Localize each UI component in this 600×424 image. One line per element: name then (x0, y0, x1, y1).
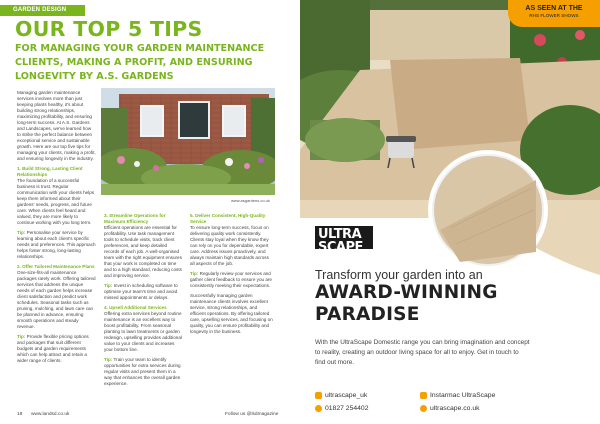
globe-icon (420, 405, 427, 412)
contact-instagram-page[interactable] (420, 392, 495, 399)
tip-label-5: Tip: (190, 271, 199, 276)
article-column-2 (104, 213, 183, 391)
photo-credit-url[interactable]: www.asgardens.co.uk (231, 198, 270, 203)
article-subtitle: FOR MANAGING YOUR GARDEN MAINTENANCE CLIENTS, MAKING A PROFIT, AND ENSURING LONGEVITY BY A.S. GARDENS (15, 43, 265, 82)
instagram-page-name: Instarmac UltraScape (430, 392, 496, 399)
garden-house-illustration (101, 88, 275, 195)
ad-body-text: With the UltraScape Domestic range you can bring imagination and concept to reality, creating an outdoor living space for all to enjoy. Get in touch to find out more. (315, 339, 530, 366)
ad-tagline: Transform your garden into an (315, 268, 483, 282)
logo-ultra: ULTRA (318, 227, 362, 242)
badge-line-2: RHS FLOWER SHOWS (529, 13, 579, 18)
phone-icon (315, 405, 322, 412)
section-tab: GARDEN DESIGN (0, 5, 85, 16)
tip-label-4: Tip: (104, 357, 113, 362)
badge-line-1: AS SEEN AT THE (525, 5, 583, 12)
contact-phone[interactable] (315, 405, 368, 412)
page-title: OUR TOP 5 TIPS (15, 17, 203, 41)
tip-body-1: The foundation of a successful business is trust. Regular communication with your clients helps keep them informed about their gardens' needs, progress, and future care. When clients feel heard and valued, they are more likely to continue working with you long term. (17, 178, 95, 225)
footer-follow: Follow us @lsdmagazine (225, 412, 279, 417)
footer-website[interactable]: www.landsd.co.uk (31, 412, 70, 417)
web-address: ultrascape.co.uk (430, 405, 480, 412)
tip-text-4: Train your team to identify opportunities for extra services during regular visits and present them in a way that enhances the overall garden experience. (104, 357, 181, 386)
article-column-1 (17, 90, 96, 368)
rhs-badge (508, 0, 600, 27)
ultrascape-logo (315, 226, 373, 255)
tip-heading-4: 4. Upsell Additional Services (104, 305, 167, 310)
intro-paragraph: Managing garden maintenance services involves more than just keeping plants healthy, it's about building strong relationships, maximizing profitability, and ensuring long-term success. At A.S. Gardens and Landscapes, we've learned how to strike the perfect balance between exceptional service and sustainable growth. Here are our top five tips for managing your clients, making a profit, and ensuring longevity in the industry. (17, 90, 96, 161)
ad-headline-2: PARADISE (315, 304, 420, 325)
page-number: 18 (17, 412, 23, 417)
tip-label-3: Tip: (104, 283, 113, 288)
tip-label-2: Tip: (17, 334, 26, 339)
tip-heading-3: 3. Streamline Operations for Maximum Efficiency (104, 213, 166, 224)
tip-text-2: Provide flexible pricing options and packages that suit different budgets and garden requirements which can help attract and retain a wider range of clients. (17, 334, 89, 363)
garden-house-photo (101, 88, 275, 195)
instagram-icon (315, 392, 322, 399)
tip-text-1: Personalise your service by learning about each client's specific needs and preferences. This approach helps foster strong, long-lasting relationships. (17, 230, 96, 259)
tip-heading-5: 5. Deliver Consistent, High-Quality Service (190, 213, 266, 224)
closing-paragraph: Successfully managing garden maintenance clients involves excellent service, strong relationships, and efficient operations. By offering tailored care, upselling services, and focusing on quality, you can ensure profitability and longevity in the business. (190, 293, 273, 334)
phone-number: 01827 254402 (325, 405, 369, 412)
ad-headline-1: AWARD-WINNING (315, 282, 498, 303)
contact-instagram[interactable] (315, 392, 367, 399)
instagram-handle: ultrascape_uk (325, 392, 368, 399)
tip-body-4: Offering extra services beyond routine maintenance is an excellent way to boost profitability. From seasonal planting to lawn treatments or garden redesign, upselling provides additional value to your clients and increases your bottom line. (104, 311, 182, 352)
tip-heading-1: 1. Build Strong, Lasting Client Relationships (17, 166, 83, 177)
contact-web[interactable] (420, 405, 480, 412)
instagram-icon (420, 392, 427, 399)
tip-text-5: Regularly review your services and gather client feedback to ensure you are consistently meeting their expectations. (190, 271, 272, 288)
tip-body-3: Efficient operations are essential for profitability. Use task management tools to schedule visits, track client preferences, and keep detailed records of each job. A well-organised team with the right equipment ensures that your work is completed on time and to a high standard, reducing costs and improving service. (104, 225, 182, 278)
tip-body-5: To ensure long-term success, focus on delivering quality work consistently. Clients stay loyal when they know they can rely on you for dependable, expert care. Address issues proactively, and always maintain high standards across all aspects of the job. (190, 225, 269, 266)
logo-scape: SCAPE (318, 240, 363, 255)
tip-body-2: One-size-fits-all maintenance packages rarely work. Offering tailored services that address the unique needs of each garden helps increase client satisfaction and predict work schedules. Seasonal tasks such as pruning, mulching, and lawn care can be planned in advance, ensuring smooth operations and steady revenue. (17, 270, 96, 329)
tip-label-1: Tip: (17, 230, 26, 235)
tip-heading-2: 2. Offer Tailored Maintenance Plans (17, 264, 95, 269)
article-column-3 (190, 213, 273, 339)
advert-page (300, 0, 600, 424)
tip-text-3: Invest in scheduling software to optimise your team's time and avoid missed appointments or delays. (104, 283, 178, 300)
